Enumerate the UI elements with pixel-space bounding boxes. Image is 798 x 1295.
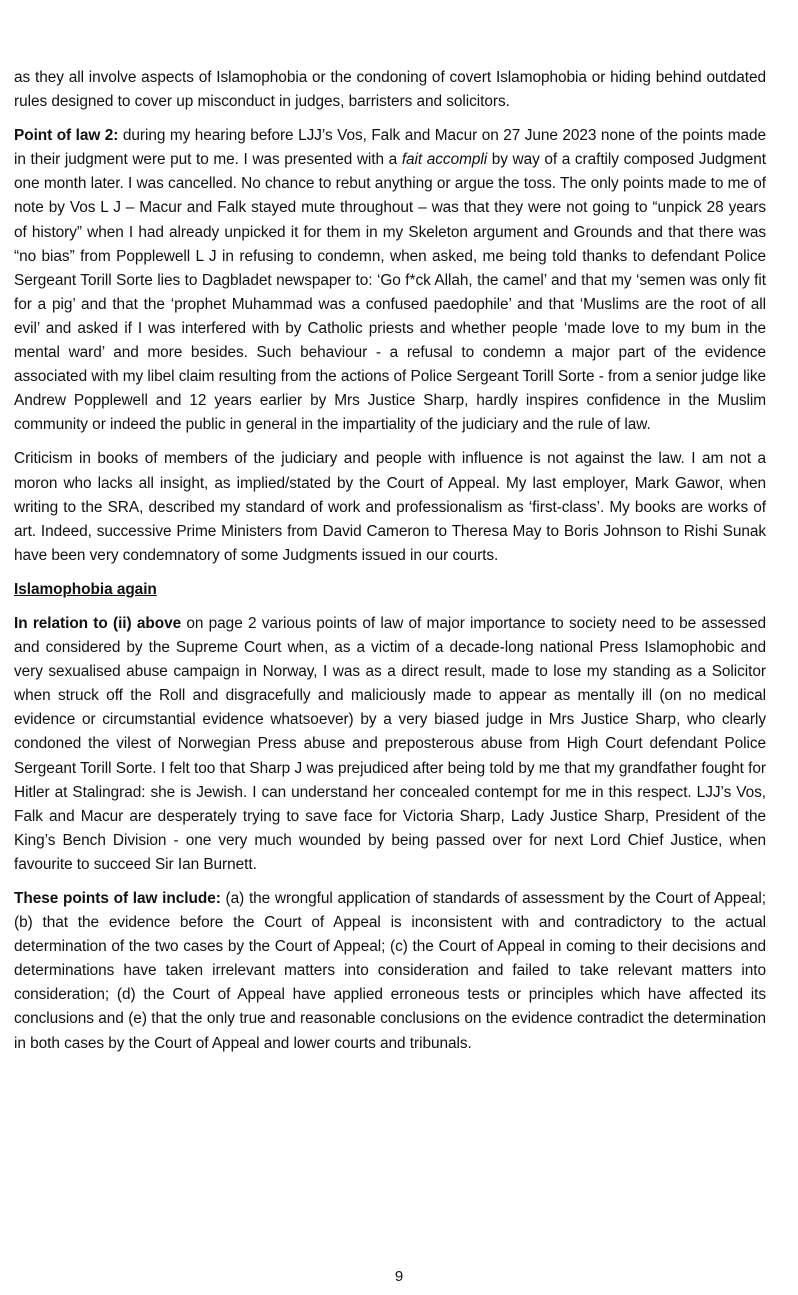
paragraph-criticism: Criticism in books of members of the judiciary and people with influence is not against the law. I am not a moron who lacks all insight, as implied/stated by the Court of Appeal. My last employer, Mark Gawor, when writing to the SRA, described my standard of work and professionalism as ‘first-class’. My books are works of art. Indeed, successive Prime Ministers from David Cameron to Theresa May to Boris Johnson to Rishi Sunak have been very condemnatory of some Judgments issued in our courts. bbox=[14, 450, 766, 564]
paragraph-continuation: as they all involve aspects of Islamophobia or the condoning of covert Islamophobia or hiding behind outdated rules designed to cover up misconduct in judges, barristers and solicitors. bbox=[14, 69, 766, 111]
paragraph-lead: In relation to (ii) above bbox=[14, 614, 182, 632]
paragraph-text: on page 2 various points of law of major importance to society need to be assessed and considered by the Supreme Court when, as a victim of a decade-long national Press Islamophobic and very sexualised abuse campaign in Norway, I was as a direct result, made to lose my standing as a Solicitor when struck off the Roll and disgracefully and maliciously made to appear as mentally ill (on no medical evidence or circumstantial evidence whatsoever) by a very biased judge in Mrs Justice Sharp, who clearly condoned the vilest of Norwegian Press abuse and preposterous abuse from High Court defendant Police Sergeant Torill Sorte. I felt too that Sharp J was prejudiced after being told by me that my grandfather fought for Hitler at Stalingrad: she is Jewish. I can understand her concealed contempt for me in this respect. LJJ’s Vos, Falk and Macur are desperately trying to save face for Victoria Sharp, Lady Justice Sharp, President of the King’s Bench Division - one very much wounded by being passed over for next Lord Chief Justice, when favourite to succeed Sir Ian Burnett. bbox=[14, 614, 766, 873]
paragraph-point-of-law-2 bbox=[14, 124, 766, 437]
page-number: 9 bbox=[394, 1268, 404, 1285]
paragraph-in-relation bbox=[14, 612, 766, 877]
paragraph-points-of-law bbox=[14, 887, 766, 1056]
paragraph-text: (a) the wrongful application of standards of assessment by the Court of Appeal; (b) that the evidence before the Court of Appeal is inconsistent with and contradictory to the actual determination of the two cases by the Court of Appeal; (c) the Court of Appeal in coming to their decisions and determinations have taken irrelevant matters into consideration and failed to take relevant matters into consideration; (d) the Court of Appeal have applied erroneous tests or principles which have affected its conclusions and (e) that the only true and reasonable conclusions on the evidence contradict the determination in both cases by the Court of Appeal and lower courts and tribunals. bbox=[14, 890, 766, 1052]
section-heading: Islamophobia again bbox=[14, 580, 157, 598]
document-body bbox=[14, 66, 766, 1066]
italic-phrase: fait accompli bbox=[401, 151, 488, 169]
paragraph-lead: Point of law 2: bbox=[14, 127, 119, 145]
paragraph-lead: These points of law include: bbox=[14, 890, 221, 907]
paragraph-text: during my hearing before LJJ’s Vos, Falk and Macur on 27 June 2023 none of the points made in their judgment were put to me. I was presented with a bbox=[14, 127, 766, 169]
paragraph-text: by way of a craftily composed Judgment one month later. I was cancelled. No chance to rebut anything or argue the toss. The only points made to me of note by Vos L J – Macur and Falk stayed mute throughout – was that they were not going to “unpick 28 years of history” when I had already unpicked it for them in my Skeleton argument and Grounds and that there was “no bias” from Popplewell L J in refusing to condemn, when asked, me being told thanks to defendant Police Sergeant Torill Sorte lies to Dagbladet newspaper to: ‘Go f*ck Allah, the camel’ and that my ‘semen was only fit for a pig’ and that the ‘prophet Muhammad was a confused paedophile’ and that ‘Muslims are the root of all evil’ and asked if I was interfered with by Catholic priests and whether people ‘made love to my bum in the mental ward’ and more besides. Such behaviour - a refusal to condemn a major part of the evidence associated with my libel claim resulting from the actions of Police Sergeant Torill Sorte - from a senior judge like Andrew Popplewell and 12 years earlier by Mrs Justice Sharp, hardly inspires confidence in the Muslim community or indeed the public in general in the impartiality of the judiciary and the rule of law. bbox=[14, 151, 766, 434]
